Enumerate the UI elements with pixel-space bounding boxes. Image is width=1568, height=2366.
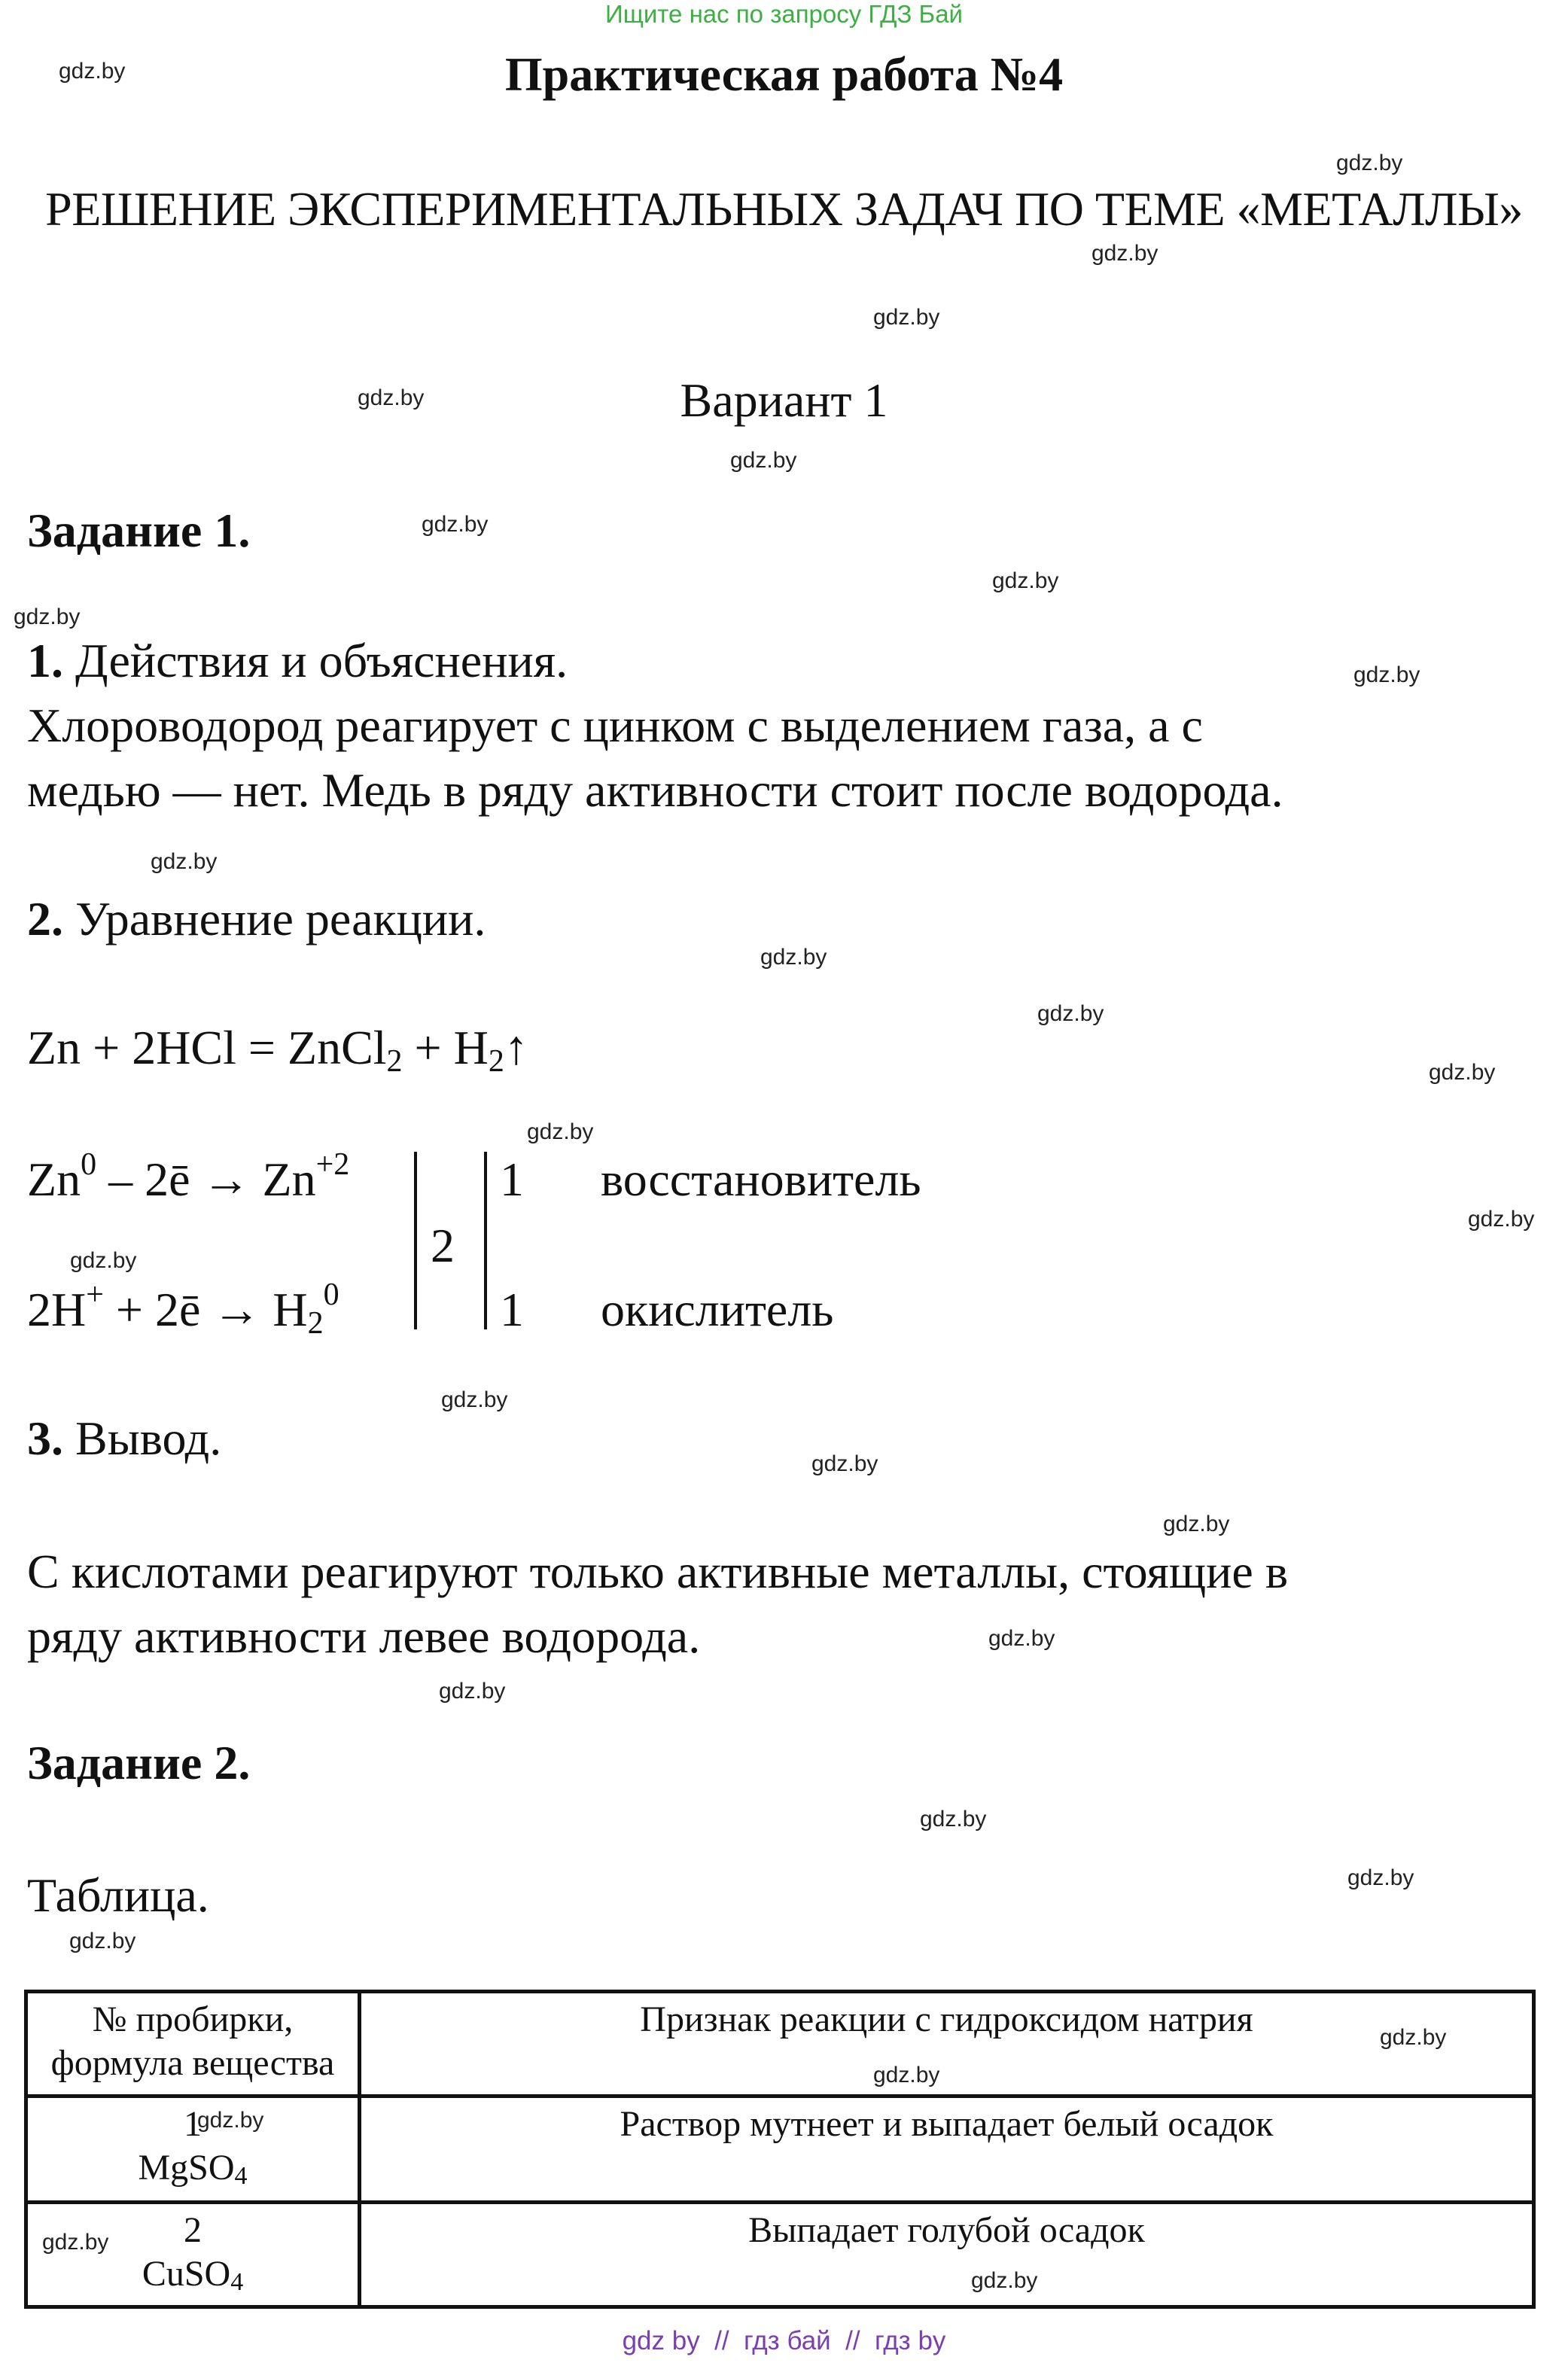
table-label: Таблица. [27, 1868, 209, 1922]
item3-title: Вывод. [75, 1411, 222, 1465]
item1-number: 1. [27, 634, 63, 687]
watermark: gdz.by [1092, 241, 1158, 266]
coef-oxidation: 1 [500, 1153, 524, 1206]
task1-item3 [27, 1406, 221, 1471]
watermark: gdz.by [151, 849, 218, 874]
task1-item2 [27, 887, 486, 952]
item3-number: 3. [27, 1411, 63, 1465]
item1-text-line1: Хлороводород реагирует с цинком с выделением газа, а с [27, 699, 1203, 752]
watermark: gdz.by [527, 1119, 594, 1144]
page-subtitle: РЕШЕНИЕ ЭКСПЕРИМЕНТАЛЬНЫХ ЗАДАЧ ПО ТЕМЕ «МЕТАЛЛЫ» [45, 182, 1523, 236]
watermark: gdz.by [70, 1248, 137, 1273]
watermark: gdz.by [441, 1387, 508, 1412]
header-cell-tube: № пробирки, формула вещества [26, 1992, 360, 2097]
conclusion-text: С кислотами реагируют только активные металлы, стоящие в ряду активности левее водорода. [27, 1545, 1289, 1663]
watermark: gdz.by [1163, 1512, 1230, 1536]
watermark: gdz.by [439, 1679, 506, 1704]
item1-text-line2: медью — нет. Медь в ряду активности стоит после водорода. [27, 763, 1283, 817]
page-title: Практическая работа №4 [504, 47, 1064, 101]
bottom-links[interactable]: gdz by // гдз бай // гдз by [622, 2326, 946, 2355]
watermark: gdz.by [1468, 1207, 1535, 1232]
watermark: gdz.by [873, 2063, 940, 2087]
watermark: gdz.by [14, 604, 81, 629]
task2-heading: Задание 2. [27, 1736, 251, 1789]
watermark: gdz.by [1347, 1865, 1414, 1890]
item1-title: Действия и объяснения. [75, 634, 568, 687]
task1-heading: Задание 1. [27, 504, 251, 557]
watermark: gdz.by [811, 1451, 878, 1476]
role-reducer: восстановитель [601, 1153, 921, 1206]
watermark: gdz.by [1429, 1060, 1496, 1085]
task1-item1 [27, 629, 1283, 823]
half-reaction-reduction: 2H+ + 2ē → $H_2^0$ [27, 1277, 339, 1341]
watermark: gdz.by [920, 1807, 987, 1832]
watermark: gdz.by [971, 2268, 1038, 2293]
top-promo-link[interactable]: Ищите нас по запросу ГДЗ Бай [605, 0, 963, 28]
watermark: gdz.by [760, 945, 827, 970]
watermark: gdz.by [1380, 2025, 1447, 2050]
coef-reduction: 1 [500, 1283, 524, 1336]
reaction-table [24, 1990, 1536, 2309]
watermark: gdz.by [992, 568, 1059, 593]
sign-cell: Выпадает голубой осадок [360, 2203, 1534, 2307]
sign-cell: Раствор мутнеет и выпадает белый осадок [360, 2097, 1534, 2203]
watermark: gdz.by [1336, 151, 1403, 175]
watermark: gdz.by [873, 305, 940, 330]
tube-cell: 2 CuSO$_4$ [26, 2203, 360, 2307]
tube-cell: 1 MgSO$_4$ [26, 2097, 360, 2203]
header-cell-sign: Признак реакции с гидроксидом натрия [360, 1992, 1534, 2097]
role-oxidizer: окислитель [601, 1283, 834, 1336]
item2-number: 2. [27, 892, 63, 945]
balance-divider-left [414, 1152, 417, 1329]
watermark: gdz.by [1353, 662, 1420, 687]
variant-label: Вариант 1 [680, 373, 888, 427]
item2-title: Уравнение реакции. [75, 892, 486, 945]
balance-divider-right [484, 1152, 487, 1329]
table-row [26, 2203, 1534, 2307]
half-reaction-oxidation: Zn$^0$ – 2ē → $Zn^{+2}$ [27, 1147, 350, 1206]
watermark: gdz.by [988, 1626, 1055, 1651]
table-header-row [26, 1992, 1534, 2097]
watermark: gdz.by [42, 2230, 109, 2255]
watermark: gdz.by [422, 512, 489, 537]
watermark: gdz.by [358, 385, 425, 410]
watermark: gdz.by [1037, 1001, 1104, 1026]
watermark: gdz.by [197, 2108, 264, 2133]
watermark: gdz.by [59, 59, 126, 84]
reaction-equation: Zn + 2HCl = ZnCl$_2$ + $H_2↑$ [27, 1021, 528, 1079]
watermark: gdz.by [69, 1929, 136, 1953]
watermark: gdz.by [730, 448, 797, 473]
balance-common-multiple: 2 [431, 1219, 455, 1272]
